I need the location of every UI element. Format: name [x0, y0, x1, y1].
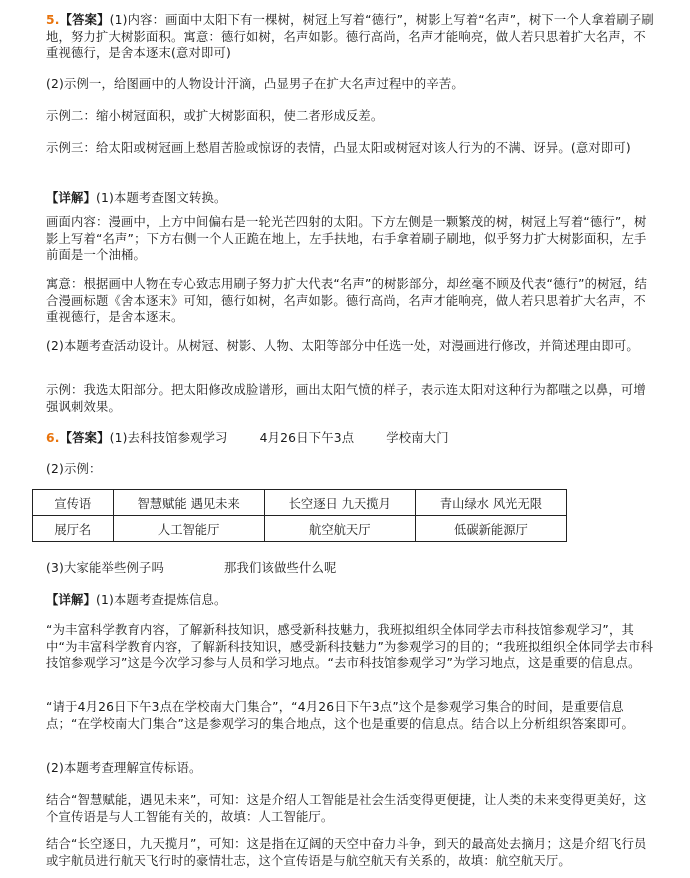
q5-example-2: 示例二：缩小树冠面积，或扩大树影面积，使二者形成反差。 — [46, 109, 384, 123]
q6-answer-1-c: 学校南大门 — [386, 431, 449, 445]
q6-detail-1 — [46, 592, 658, 609]
q5-detail-2: (2)本题考查活动设计。从树冠、树影、人物、太阳等部分中任选一处，对漫画进行修改，并简述理由即可。 — [46, 339, 639, 353]
q6-para-2: “请于4月26日下午3点在学校南大门集合”，“4月26日下午3点”这个是参观学习集合的时间，是重要信息点；“在学校南大门集合”这是参观学习的集合地点，这个也是重要的信息点。结合以上分析组织答案即可。 — [46, 700, 634, 731]
q6-number: 6. — [46, 431, 60, 445]
table-cell: 长空逐日 九天揽月 — [264, 490, 415, 516]
q5-answer-1 — [46, 12, 658, 62]
q6-para-1: “为丰富科学教育内容，了解新科技知识，感受新科技魅力，我班拟组织全体同学去市科技馆参观学习”，其中“为丰富科学教育内容，了解新科技知识，感受新科技魅力”为参观学习的目的；“我班拟组织全体同学去市科技馆参观学习”这是今次学习参与人员和学习地点。“去市科技馆参观学习”为学习地点，这是重要的信息点。 — [46, 623, 654, 670]
table-cell: 航空航天厅 — [264, 516, 415, 542]
table-cell: 展厅名 — [33, 516, 114, 542]
q5-answer-2: (2)示例一，给图画中的人物设计汗滴，凸显男子在扩大名声过程中的辛苦。 — [46, 77, 464, 91]
q6-detail-tag: 【详解】 — [46, 593, 96, 607]
q6-detail-2: (2)本题考查理解宣传标语。 — [46, 761, 202, 775]
q5-detail-1 — [46, 190, 658, 207]
q5-detail-1-text: (1)本题考查图文转换。 — [96, 191, 227, 205]
q5-example: 示例：我选太阳部分。把太阳修改成脸谱形，画出太阳气愤的样子，表示连太阳对这种行为都嗤之以鼻，可增强讽刺效果。 — [46, 383, 646, 414]
q6-answer-1-b: 4月26日下午3点 — [259, 431, 355, 445]
table-row — [33, 490, 567, 516]
q6-answer-3 — [46, 560, 658, 577]
q6-answer-2: (2)示例： — [46, 462, 102, 476]
q6-detail-1-text: (1)本题考查提炼信息。 — [96, 593, 227, 607]
table-cell: 智慧赋能 遇见未来 — [113, 490, 264, 516]
table-cell: 低碳新能源厅 — [415, 516, 566, 542]
q5-number: 5. — [46, 13, 60, 27]
q6-answer-1 — [46, 430, 658, 447]
q6-para-4: 结合“长空逐日，九天揽月”，可知：这是指在辽阔的天空中奋力斗争，到天的最高处去摘月；这是介绍飞行员或宇航员进行航天飞行时的豪情壮志，这个宣传语是与航空航天有关系的，故填：航空航天厅。 — [46, 837, 647, 868]
q5-meaning: 寓意：根据画中人物在专心致志用刷子努力扩大代表“名声”的树影部分，却丝毫不顾及代表“德行”的树冠，结合漫画标题《舍本逐末》可知，德行如树，名声如影。德行高尚，名声才能响亮，做人若只思着扩大名声，不重视德行，是舍本逐末。 — [46, 277, 648, 324]
table-cell: 人工智能厅 — [113, 516, 264, 542]
promo-table — [32, 489, 567, 542]
q5-answer-1-text: (1)内容：画面中太阳下有一棵树，树冠上写着“德行”，树影上写着“名声”，树下一个人拿着刷子刷地，努力扩大树影面积。寓意：德行如树，名声如影。德行高尚，名声才能响亮，做人若只思着扩大名声，不重视德行，是舍本逐末(意对即可) — [46, 13, 654, 60]
q5-example-3: 示例三：给太阳或树冠画上愁眉苦脸或惊讶的表情，凸显太阳或树冠对该人行为的不满、讶异。(意对即可) — [46, 141, 631, 155]
table-row — [33, 516, 567, 542]
q6-answer-1-a: (1)去科技馆参观学习 — [109, 431, 228, 445]
q6-answer-3-b: 那我们该做些什么呢 — [224, 561, 337, 575]
q5-answer-tag: 【答案】 — [59, 13, 110, 27]
q6-answer-3-a: (3)大家能举些例子吗 — [46, 561, 164, 575]
q6-answer-tag: 【答案】 — [59, 431, 110, 445]
table-cell: 青山绿水 风光无限 — [415, 490, 566, 516]
table-cell: 宣传语 — [33, 490, 114, 516]
q5-content: 画面内容：漫画中，上方中间偏右是一轮光芒四射的太阳。下方左侧是一颗繁茂的树，树冠上写着“德行”，树影上写着“名声”；下方右侧一个人正跪在地上，左手扶地，右手拿着刷子刷地，似乎努力扩大树影面积，左手前面是一个油桶。 — [46, 215, 647, 262]
q6-para-3: 结合“智慧赋能，遇见未来”，可知：这是介绍人工智能是社会生活变得更便捷，让人类的未来变得更美好，这个宣传语是与人工智能有关的，故填：人工智能厅。 — [46, 793, 647, 824]
q5-detail-tag: 【详解】 — [46, 191, 96, 205]
